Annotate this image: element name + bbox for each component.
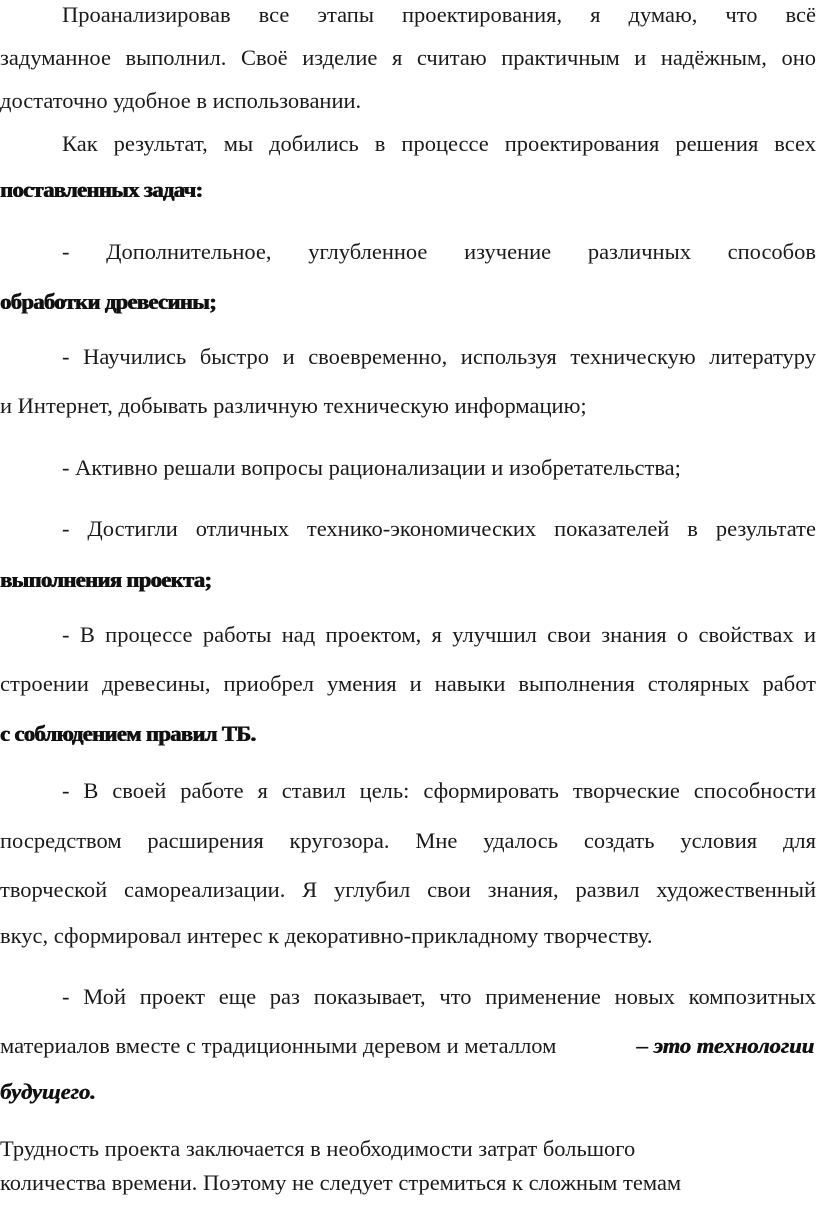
paragraph-line: достаточно удобное в использовании. [0,88,362,113]
list-item-line: - Научились быстро и своевременно, используя техническую литературу [62,344,816,369]
list-item-line: и Интернет, добывать различную техническую информацию; [0,393,587,418]
paragraph-line-bold: поставленных задач: [0,177,203,202]
list-item-line [0,1031,816,1061]
paragraph-line: задуманное выполнил. Своё изделие я считаю практичным и надёжным, оно [0,45,816,70]
paragraph-line: количества времени. Поэтому не следует стремиться к сложным темам [0,1170,682,1195]
list-item-line: - Дополнительное, углубленное изучение различных способов [62,239,816,264]
list-item-text: материалов вместе с традиционными деревом и металлом [0,1033,557,1058]
paragraph-line: Как результат, мы добились в процессе проектирования решения всех [62,131,816,156]
list-item-line: - Мой проект еще раз показывает, что применение новых композитных [62,984,816,1009]
list-item-line: - В своей работе я ставил цель: сформировать творческие способности [62,778,816,803]
list-item-line-bold: с соблюдением правил ТБ. [0,721,256,746]
list-item-line: творческой самореализации. Я углубил свои знания, развил художественный [0,877,816,902]
paragraph-line: Трудность проекта заключается в необходимости затрат большого [0,1136,636,1161]
list-item-line-bold: выполнения проекта; [0,567,212,592]
list-item-text-bold-italic: – это технологии [636,1033,814,1058]
list-item-line: посредством расширения кругозора. Мне удалось создать условия для [0,828,816,853]
list-item-line-bold-italic: будущего. [0,1079,96,1104]
list-item-line: вкус, сформировал интерес к декоративно-прикладному творчеству. [0,923,653,948]
list-item-line: - Достигли отличных технико-экономических показателей в результате [62,516,816,541]
list-item-line: - Активно решали вопросы рационализации и изобретательства; [62,455,681,480]
list-item-line: - В процессе работы над проектом, я улучшил свои знания о свойствах и [62,622,816,647]
paragraph-line: Проанализировав все этапы проектирования, я думаю, что всё [62,2,816,27]
list-item-line-bold: обработки древесины; [0,289,217,314]
list-item-line: строении древесины, приобрел умения и навыки выполнения столярных работ [0,671,816,696]
